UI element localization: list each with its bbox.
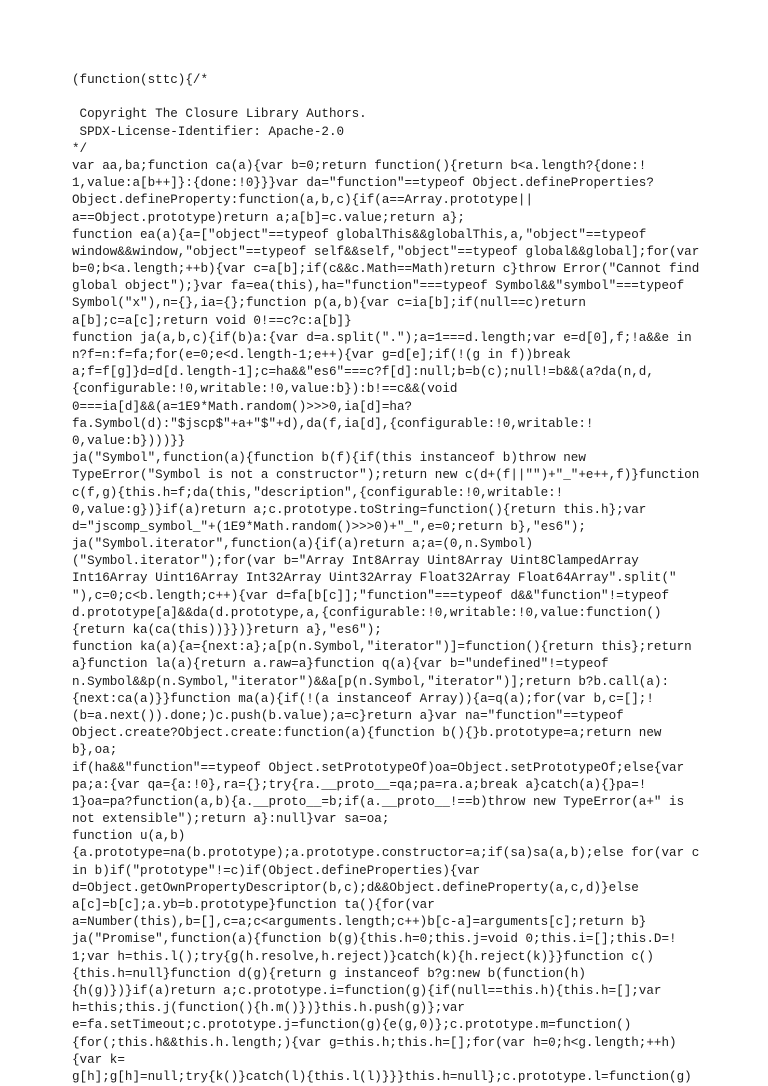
code-line: var aa,ba;function ca(a){var b=0;return function(){return b<a.length?{done:! [72, 158, 647, 173]
code-line: g[h];g[h]=null;try{k()}catch(l){this.l(l)}}}this.h=null};c.prototype.l=function(g) [72, 1069, 692, 1084]
code-line: c(f,g){this.h=f;da(this,"description",{configurable:!0,writable:! [72, 485, 564, 500]
code-line: (function(sttc){/* [72, 73, 209, 87]
code-line: 1;var h=this.l();try{g(h.resolve,h.reject)}catch(k){h.reject(k)}}function c() [72, 949, 654, 964]
code-line [72, 89, 702, 106]
code-line: */ [72, 141, 88, 156]
code-line: global object");}var fa=ea(this),ha="function"===typeof Symbol&&"symbol"===typeof [72, 279, 685, 294]
code-line: (b=a.next()).done;)c.push(b.value);a=c}return a}var na="function"==typeof [72, 708, 624, 723]
code-line: ("Symbol.iterator");for(var b="Array Int8Array Uint8Array Uint8ClampedArray [72, 554, 639, 569]
code-line: {for(;this.h&&this.h.length;){var g=this.h;this.h=[];for(var h=0;h<g.length;++h) [72, 1035, 677, 1050]
code-line: a[c]=b[c];a.yb=b.prototype}function ta(){for(var [72, 898, 435, 912]
code-line: a;f=f[g]}d=d[d.length-1];c=ha&&"es6"===c?f[d]:null;b=b(c);null!=b&&(a?da(n,d, [72, 365, 654, 380]
code-line: a==Object.prototype)return a;a[b]=c.value;return a}; [72, 210, 465, 225]
code-line: function u(a,b) [72, 829, 186, 844]
code-line: d="jscomp_symbol_"+(1E9*Math.random()>>>0)+"_",e=0;return b},"es6"); [72, 519, 586, 534]
code-line: 0===ia[d]&&(a=1E9*Math.random()>>>0,ia[d]=ha? [72, 399, 413, 414]
code-line: Object.create?Object.create:function(a){function b(){}b.prototype=a;return new [72, 726, 662, 741]
code-line: {return ka(ca(this))}})}return a},"es6"); [72, 623, 382, 637]
code-line: a[b];c=a[c];return void 0!==c?c:a[b]} [72, 313, 352, 328]
code-line: Int16Array Uint16Array Int32Array Uint32Array Float32Array Float64Array".split(" [72, 571, 677, 586]
source-code-block [72, 72, 702, 1086]
code-line: not extensible");return a}:null}var sa=oa; [72, 812, 390, 827]
code-line: in b)if("prototype"!=c)if(Object.defineProperties){var [72, 863, 481, 878]
code-line: TypeError("Symbol is not a constructor");return new c(d+(f||"")+"_"+e++,f)}function [72, 468, 700, 483]
code-line: d=Object.getOwnPropertyDescriptor(b,c);d&&Object.defineProperty(a,c,d)}else [72, 880, 639, 895]
code-line: fa.Symbol(d):"$jscp$"+a+"$"+d),da(f,ia[d],{configurable:!0,writable:! [72, 416, 594, 431]
code-line: a=Number(this),b=[],c=a;c<arguments.length;c++)b[c-a]=arguments[c];return b} [72, 915, 647, 930]
code-line: e=fa.setTimeout;c.prototype.j=function(g){e(g,0)};c.prototype.m=function() [72, 1018, 632, 1033]
code-line: Copyright The Closure Library Authors. [72, 107, 367, 122]
code-line: {a.prototype=na(b.prototype);a.prototype.constructor=a;if(sa)sa(a,b);else for(var c [72, 846, 700, 861]
code-line: function ja(a,b,c){if(b)a:{var d=a.split(".");a=1===d.length;var e=d[0],f;!a&&e in [72, 330, 692, 345]
code-line: 1,value:a[b++]}:{done:!0}}}var da="function"==typeof Object.defineProperties? [72, 176, 654, 191]
code-line: window&&window,"object"==typeof self&&self,"object"==typeof global&&global];for(var [72, 244, 700, 259]
code-line: {this.h=null}function d(g){return g instanceof b?g:new b(function(h) [72, 966, 586, 981]
code-line: {configurable:!0,writable:!0,value:b}):b!==c&&(void [72, 382, 458, 397]
code-line: n?f=n:f=fa;for(e=0;e<d.length-1;e++){var g=d[e];if(!(g in f))break [72, 348, 571, 362]
code-line: 0,value:g})}if(a)return a;c.prototype.toString=function(){return this.h};var [72, 502, 647, 517]
code-line: ja("Promise",function(a){function b(g){this.h=0;this.j=void 0;this.i=[];this.D=! [72, 932, 677, 947]
code-line: 1}oa=pa?function(a,b){a.__proto__=b;if(a.__proto__!==b)throw new TypeError(a+" is [72, 794, 685, 809]
code-line: pa;a:{var qa={a:!0},ra={};try{ra.__proto__=qa;pa=ra.a;break a}catch(a){}pa=! [72, 777, 647, 792]
code-line: b},oa; [72, 743, 118, 758]
code-line: d.prototype[a]&&da(d.prototype,a,{configurable:!0,writable:!0,value:function() [72, 605, 662, 620]
code-line: function ka(a){a={next:a};a[p(n.Symbol,"iterator")]=function(){return this};return [72, 640, 692, 655]
code-line: 0,value:b})))}} [72, 433, 186, 448]
code-line: "),c=0;c<b.length;c++){var d=fa[b[c]];"function"===typeof d&&"function"!=typeof [72, 588, 670, 603]
code-line: n.Symbol&&p(n.Symbol,"iterator")&&a[p(n.Symbol,"iterator")];return b?b.call(a): [72, 674, 670, 689]
code-line: ja("Symbol.iterator",function(a){if(a)return a;a=(0,n.Symbol) [72, 537, 534, 552]
code-line: Object.defineProperty:function(a,b,c){if(a==Array.prototype|| [72, 193, 534, 208]
code-line: h=this;this.j(function(){h.m()})}this.h.push(g)};var [72, 1001, 465, 1016]
code-line: {next:ca(a)}}function ma(a){if(!(a instanceof Array)){a=q(a);for(var b,c=[];! [72, 691, 654, 706]
code-line: b=0;b<a.length;++b){var c=a[b];if(c&&c.Math==Math)return c}throw Error("Cannot find [72, 262, 700, 277]
code-line: if(ha&&"function"==typeof Object.setPrototypeOf)oa=Object.setPrototypeOf;else{var [72, 760, 685, 775]
code-line: ja("Symbol",function(a){function b(f){if(this instanceof b)throw new [72, 451, 586, 466]
code-line: a}function la(a){return a.raw=a}function q(a){var b="undefined"!=typeof [72, 657, 609, 672]
code-line: function ea(a){a=["object"==typeof globalThis&&globalThis,a,"object"==typeof [72, 227, 647, 242]
code-line: SPDX-License-Identifier: Apache-2.0 [72, 124, 345, 139]
code-line: Symbol("x"),n={},ia={};function p(a,b){var c=ia[b];if(null==c)return [72, 296, 586, 311]
code-line: {h(g)})}if(a)return a;c.prototype.i=function(g){if(null==this.h){this.h=[];var [72, 983, 662, 998]
code-line: {var k= [72, 1052, 125, 1067]
